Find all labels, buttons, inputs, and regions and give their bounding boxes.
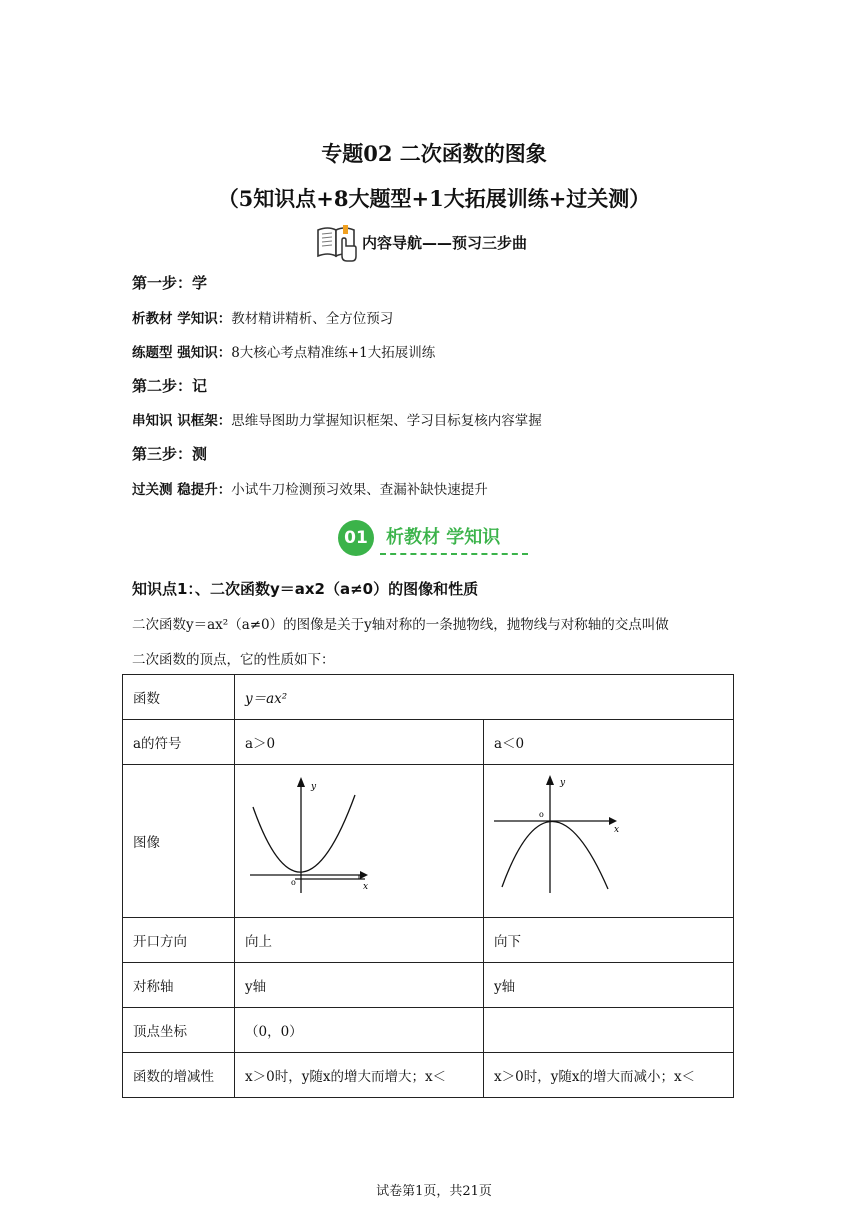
section-badge-label: 析教材 学知识 xyxy=(386,527,501,548)
step2-line xyxy=(132,409,542,429)
page-title: 专题02 二次函数的图象 xyxy=(321,141,547,166)
monotonic-right: x＞0时，y随x的增大而减小；x＜ xyxy=(484,1053,734,1098)
axis-y-label: y xyxy=(560,778,566,788)
row-label-vertex: 顶点坐标 xyxy=(123,1008,235,1053)
axis-x-label: x xyxy=(614,825,620,835)
step2-line-bold: 串知识 识框架： xyxy=(132,413,232,429)
vertex-right xyxy=(484,1008,734,1053)
vertex-left: （0，0） xyxy=(235,1008,484,1053)
step2-heading: 第二步：记 xyxy=(132,377,208,395)
step1-line2-text: 8大核心考点精准练+1大拓展训练 xyxy=(231,345,436,361)
row-label-axis: 对称轴 xyxy=(123,963,235,1008)
table-row xyxy=(123,963,734,1008)
sign-positive: a＞0 xyxy=(235,720,484,765)
nav-label: 内容导航——预习三步曲 xyxy=(362,233,528,252)
opening-up: 向上 xyxy=(235,918,484,963)
table-row xyxy=(123,1053,734,1098)
axis-right: y轴 xyxy=(484,963,734,1008)
parabola-down-graph xyxy=(484,765,734,913)
knowledge-para-line1: 二次函数y＝ax²（a≠0）的图像是关于y轴对称的一条抛物线，抛物线与对称轴的交点叫做 xyxy=(132,617,669,633)
table-row xyxy=(123,918,734,963)
step1-line-bold: 析教材 学知识： xyxy=(132,311,232,327)
row-label-monotonic: 函数的增减性 xyxy=(123,1053,235,1098)
properties-table xyxy=(122,674,734,1098)
graph-up-cell xyxy=(235,765,484,918)
row-label-function: 函数 xyxy=(123,675,235,720)
sign-negative: a＜0 xyxy=(484,720,734,765)
knowledge-heading: 知识点1：、二次函数y＝ax2（a≠0）的图像和性质 xyxy=(132,580,479,598)
table-row xyxy=(123,720,734,765)
section-underline xyxy=(380,553,528,555)
step1-line-text: 教材精讲精析、全方位预习 xyxy=(231,311,394,327)
function-formula: y＝ax² xyxy=(235,675,734,720)
step1-line xyxy=(132,307,393,327)
origin-label: o xyxy=(291,878,296,887)
section-badge-number: 01 xyxy=(338,520,374,556)
step1-line2-bold: 练题型 强知识： xyxy=(132,345,232,361)
row-label-sign: a的符号 xyxy=(123,720,235,765)
table-row xyxy=(123,675,734,720)
book-hand-icon xyxy=(316,222,360,262)
step1-heading: 第一步：学 xyxy=(132,274,208,292)
page-footer: 试卷第1页，共21页 xyxy=(376,1184,492,1199)
table-row xyxy=(123,765,734,918)
step3-line-text: 小试牛刀检测预习效果、查漏补缺快速提升 xyxy=(231,482,488,498)
axis-y-label: y xyxy=(311,782,317,792)
step3-line-bold: 过关测 稳提升： xyxy=(132,482,232,498)
row-label-opening: 开口方向 xyxy=(123,918,235,963)
axis-left: y轴 xyxy=(235,963,484,1008)
row-label-graph: 图像 xyxy=(123,765,235,918)
parabola-up-graph xyxy=(235,765,484,913)
step2-line-text: 思维导图助力掌握知识框架、学习目标复核内容掌握 xyxy=(231,413,542,429)
origin-label: o xyxy=(539,810,544,819)
graph-down-cell xyxy=(484,765,734,918)
axis-x-label: x xyxy=(363,882,369,892)
nav-banner xyxy=(316,222,527,262)
knowledge-para-line2: 二次函数的顶点，它的性质如下： xyxy=(132,652,335,668)
page-subtitle: （5知识点+8大题型+1大拓展训练+过关测） xyxy=(217,186,651,211)
step3-heading: 第三步：测 xyxy=(132,445,208,463)
step3-line xyxy=(132,478,488,498)
opening-down: 向下 xyxy=(484,918,734,963)
table-row xyxy=(123,1008,734,1053)
step1-line2 xyxy=(132,341,435,361)
monotonic-left: x＞0时，y随x的增大而增大；x＜ xyxy=(235,1053,484,1098)
